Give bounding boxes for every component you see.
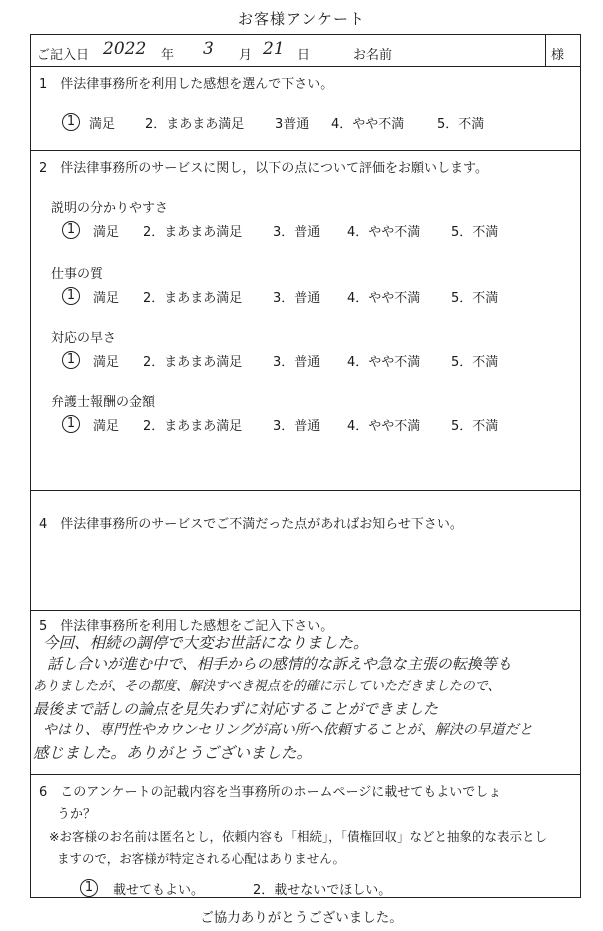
q1-option-4[interactable]: 4．やや不満 <box>331 117 405 132</box>
q5-line-3: ありましたが、その都度、解決すべき視点を的確に示していただきましたので、 <box>33 679 501 694</box>
q4-answer-field[interactable] <box>41 539 571 603</box>
q2-speed-selected[interactable]: 1 <box>62 351 80 369</box>
day-label: 日 <box>297 48 311 63</box>
q1-option-1[interactable]: 満足 <box>89 117 116 132</box>
q2-item-clarity: 説明の分かりやすさ <box>51 201 169 216</box>
q6-text-line-2: うか？ <box>57 807 97 822</box>
survey-form <box>30 34 581 898</box>
footer-thanks: ご協力ありがとうございました。 <box>200 910 403 926</box>
q5-line-2: 話し合いが進む中で、相手からの感情的な訴えや急な主張の転換等も <box>47 655 512 673</box>
form-title: お客様アンケート <box>237 10 366 28</box>
header-row <box>31 35 580 67</box>
date-label: ご記入日 <box>37 48 90 63</box>
q5-line-4: 最後まで話しの論点を見失わずに対応することができました <box>33 700 439 718</box>
name-label: お名前 <box>353 48 393 63</box>
q2-quality-opt-1[interactable]: 満足 <box>93 291 120 306</box>
q1-option-1-selected[interactable]: 1 <box>62 113 80 131</box>
q2-quality-selected[interactable]: 1 <box>62 287 80 305</box>
q2-speed-opt-1[interactable]: 満足 <box>93 355 120 370</box>
q2-clarity-opt-5[interactable]: 5．不満 <box>451 225 499 240</box>
q2-item-fee: 弁護士報酬の金額 <box>51 395 156 410</box>
q2-fee-selected[interactable]: 1 <box>62 415 80 433</box>
q2-speed-opt-2[interactable]: 2．まあまあ満足 <box>143 355 243 370</box>
q2-clarity-opt-2[interactable]: 2．まあまあ満足 <box>143 225 243 240</box>
q2-item-speed: 対応の早さ <box>51 331 117 346</box>
q2-clarity-opt-4[interactable]: 4．やや不満 <box>347 225 421 240</box>
q6-note-line-1: ※お客様のお名前は匿名とし，依頼内容も「相続」，「債権回収」などと抽象的な表示とし <box>49 829 547 844</box>
q2-quality-opt-5[interactable]: 5．不満 <box>451 291 499 306</box>
q6-text-line-1: 6 このアンケートの記載内容を当事務所のホームページに載せてもよいでしょ <box>39 785 502 800</box>
section-5 <box>31 611 580 775</box>
section-1 <box>31 67 580 151</box>
q2-quality-opt-2[interactable]: 2．まあまあ満足 <box>143 291 243 306</box>
name-field[interactable] <box>429 44 539 62</box>
q4-text: 4 伴法律事務所のサービスでご不満だった点があればお知らせ下さい。 <box>39 517 463 532</box>
q2-speed-opt-4[interactable]: 4．やや不満 <box>347 355 421 370</box>
month-value[interactable]: 3 <box>203 39 214 59</box>
q2-clarity-opt-1[interactable]: 満足 <box>93 225 120 240</box>
q2-fee-opt-4[interactable]: 4．やや不満 <box>347 419 421 434</box>
section-4 <box>31 491 580 611</box>
q6-option-1[interactable]: 載せてもよい。 <box>113 883 205 898</box>
q2-fee-opt-1[interactable]: 満足 <box>93 419 120 434</box>
day-value[interactable]: 21 <box>263 39 285 59</box>
q2-clarity-selected[interactable]: 1 <box>62 221 80 239</box>
q1-option-3[interactable]: 3普通 <box>275 117 310 132</box>
q5-line-6: 感じました。ありがとうございました。 <box>33 744 313 762</box>
section-6 <box>31 775 580 899</box>
q1-text: 1 伴法律事務所を利用した感想を選んで下さい。 <box>39 77 334 92</box>
section-2 <box>31 151 580 491</box>
q2-fee-opt-3[interactable]: 3．普通 <box>273 419 321 434</box>
q2-quality-opt-4[interactable]: 4．やや不満 <box>347 291 421 306</box>
name-divider <box>545 35 546 67</box>
q6-note-line-2: ますので，お客様が特定される心配はありません。 <box>57 851 346 866</box>
q2-speed-opt-5[interactable]: 5．不満 <box>451 355 499 370</box>
q2-text: 2 伴法律事務所のサービスに関し，以下の点について評価をお願いします。 <box>39 161 488 176</box>
q2-quality-opt-3[interactable]: 3．普通 <box>273 291 321 306</box>
q2-item-quality: 仕事の質 <box>51 267 104 282</box>
year-label: 年 <box>161 48 175 63</box>
q5-text: 5 伴法律事務所を利用した感想をご記入下さい。 <box>39 619 334 634</box>
q2-fee-opt-5[interactable]: 5．不満 <box>451 419 499 434</box>
q5-line-5: やはり、専門性やカウンセリングが高い所へ依頼することが、解決の早道だと <box>43 722 533 738</box>
q2-speed-opt-3[interactable]: 3．普通 <box>273 355 321 370</box>
q1-option-2[interactable]: 2．まあまあ満足 <box>145 117 245 132</box>
q5-line-1: 今回、相続の調停で大変お世話になりました。 <box>43 634 369 652</box>
honorific-label: 様 <box>551 48 565 63</box>
q6-option-2[interactable]: 2．載せないでほしい。 <box>253 883 392 898</box>
month-label: 月 <box>239 48 253 63</box>
year-value[interactable]: 2022 <box>103 39 147 59</box>
q2-fee-opt-2[interactable]: 2．まあまあ満足 <box>143 419 243 434</box>
q6-option-1-selected[interactable]: 1 <box>80 879 98 897</box>
q2-clarity-opt-3[interactable]: 3．普通 <box>273 225 321 240</box>
q1-option-5[interactable]: 5．不満 <box>437 117 485 132</box>
